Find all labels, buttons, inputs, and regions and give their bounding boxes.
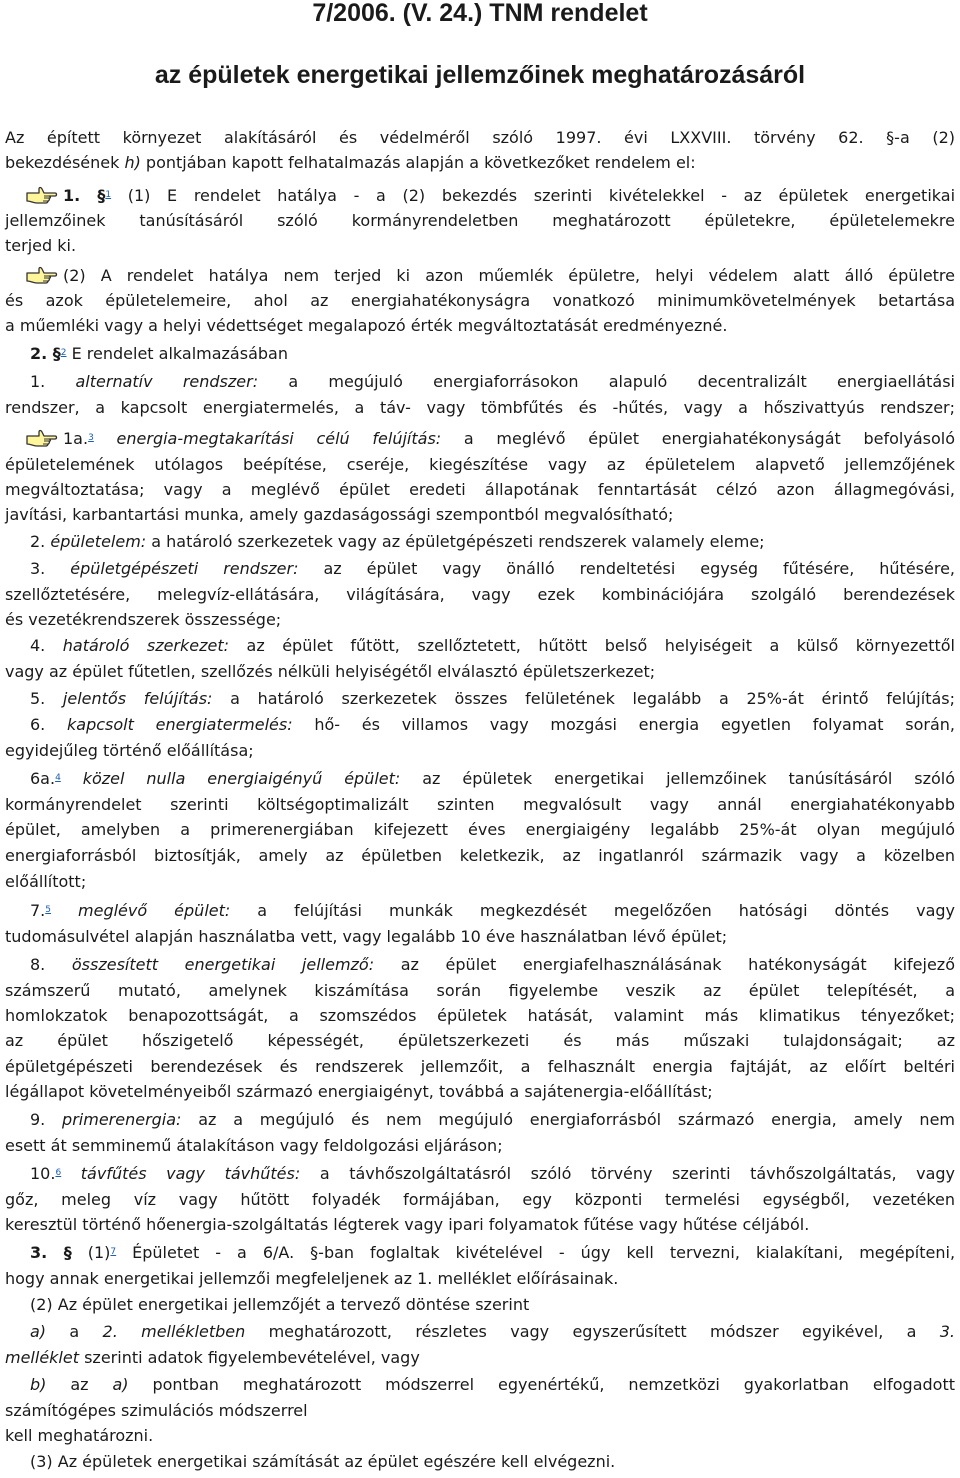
section-1-par-2-line-1: (2) A rendelet hatálya nem terjed ki azon műemlék épületre, helyi védelem alatt álló épületre bbox=[5, 264, 955, 288]
definition-6a-cont-3: energiaforrásból biztosítják, amely az épületben keletkezik, az ingatlanról származik vagy a közelben bbox=[5, 846, 955, 865]
definition-3-cont-1: szellőztetésére, melegvíz-ellátására, világítására, vagy ezek kombinációjára szolgáló berendezések bbox=[5, 585, 955, 604]
section-1-line-1: 1. §$^1$ (1) E rendelet hatálya - a (2) bekezdés szerinti kivételekkel - az épületek energetikai bbox=[5, 184, 955, 208]
intro-line-1: Az épített környezet alakításáról és védelméről szóló 1997. évi LXXVIII. törvény 62. §-a (2) bbox=[5, 128, 955, 147]
definition-6a-cont-4: előállított; bbox=[5, 872, 87, 891]
section-3-line-2: hogy annak energetikai jellemzői megfeleljenek az 1. melléklet előírásainak. bbox=[5, 1269, 619, 1288]
definition-1a: 1a.$^3$ energia-megtakarítási célú felújítás: a meglévő épület energiahatékonyságát befolyásoló bbox=[5, 427, 955, 451]
definition-8-cont-3: az épület hőszigetelő képességét, épületszerkezeti és más műszaki tulajdonságait; az bbox=[5, 1031, 955, 1050]
definition-6: 6. kapcsolt energiatermelés: hő- és villamos vagy mozgási energia egyetlen folyamat során, bbox=[30, 715, 956, 734]
definition-1a-cont-1: épületelemének utólagos beépítése, cseréje, kiegészítése vagy az épületelem alapvető jellemzőjének bbox=[5, 455, 955, 474]
footnote-link-3[interactable]: 3 bbox=[88, 433, 94, 443]
definition-3: 3. épületgépészeti rendszer: az épület vagy önálló rendeltetési egység fűtésére, hűtésére, bbox=[30, 559, 955, 578]
definition-8-cont-4: épületgépészeti berendezések és rendszerek jellemzőit, a felhasznált energia fajtáját, az előírt beltéri bbox=[5, 1057, 955, 1076]
definition-4-cont: vagy az épület fűtetlen, szellőzés nélküli helyiségétől elválasztó épületszerkezet; bbox=[5, 662, 656, 681]
section-3-point-a: a) a 2. mellékletben meghatározott, részletes vagy egyszerűsített módszer egyikével, a 3. bbox=[30, 1322, 956, 1341]
definition-7-cont: tudomásulvétel alapján használatba vett, vagy legalább 10 éve használatban lévő épület; bbox=[5, 927, 728, 946]
definition-8-cont-5: légállapot követelményeiből származó energiaigényt, továbbá a sajátenergia-előállítást; bbox=[5, 1082, 713, 1101]
definition-3-cont-2: és vezetékrendszerek összessége; bbox=[5, 610, 282, 629]
section-3-point-b: b) az a) pontban meghatározott módszerrel egyenértékű, nemzetközi gyakorlatban elfogadott bbox=[30, 1375, 955, 1394]
section-2-number: 2. § bbox=[30, 344, 61, 363]
section-3-par-2: (2) Az épület energetikai jellemzőjét a tervező döntése szerint bbox=[30, 1295, 530, 1314]
definition-10-cont-1: gőz, meleg víz vagy hűtött folyadék formájában, egy központi termelési egységből, vezetéken bbox=[5, 1190, 955, 1209]
document-subtitle: az épületek energetikai jellemzőinek meghatározásáról bbox=[154, 61, 806, 89]
pointing-hand-icon[interactable] bbox=[25, 427, 59, 447]
definition-9: 9. primerenergia: az a megújuló és nem megújuló energiaforrásból származó energia, amely nem bbox=[30, 1110, 955, 1129]
document-title: 7/2006. (V. 24.) TNM rendelet bbox=[312, 0, 648, 27]
pointing-hand-icon[interactable] bbox=[25, 184, 59, 204]
definition-4: 4. határoló szerkezet: az épület fűtött, szellőztetett, hűtött belső helyiségeit a külső környezettől bbox=[30, 636, 955, 655]
section-1-par-2-line-3: a műemléki vagy a helyi védettséget megalapozó érték megváltoztatását eredményezné. bbox=[5, 316, 728, 335]
definition-8: 8. összesített energetikai jellemző: az épület energiafelhasználásának hatékonyságát kifejező bbox=[30, 955, 955, 974]
definition-8-cont-2: homlokzatok benapozottságát, a szomszédos épületek hatását, valamint más klimatikus tényezőket; bbox=[5, 1006, 955, 1025]
section-3-par-3: (3) Az épületek energetikai számítását az épület egészére kell elvégezni. bbox=[30, 1452, 616, 1471]
definition-5: 5. jelentős felújítás: a határoló szerkezetek összes felületének legalább a 25%-át érintő felújítás; bbox=[30, 689, 955, 708]
definition-8-cont-1: számszerű mutató, amelynek kiszámítása során figyelembe veszik az épület telepítését, a bbox=[5, 981, 955, 1000]
section-2-heading: 2. §$^2$ E rendelet alkalmazásában bbox=[30, 344, 288, 363]
definition-1: 1. alternatív rendszer: a megújuló energiaforrásokon alapuló decentralizált energiaellátási bbox=[30, 372, 955, 391]
section-3-number: 3. § bbox=[30, 1243, 72, 1262]
definition-10: 10.$^6$ távfűtés vagy távhűtés: a távhőszolgáltatásról szóló törvény szerinti távhőszolgáltatás, vagy bbox=[30, 1164, 955, 1183]
definition-1a-cont-3: javítási, karbantartási munka, amely gazdaságossági szempontból megvalósítható; bbox=[5, 505, 674, 524]
footnote-link-5[interactable]: 5 bbox=[45, 905, 51, 915]
section-1-line-2: jellemzőinek tanúsításáról szóló kormányrendeletben meghatározott épületekre, épületelemekre bbox=[5, 211, 955, 230]
definition-1a-cont-2: megváltoztatása; vagy a meglévő épület eredeti állapotának fenntartását célzó azon állagmegóvási, bbox=[5, 480, 955, 499]
definition-2: 2. épületelem: a határoló szerkezetek vagy az épületgépészeti rendszerek valamely eleme; bbox=[30, 532, 765, 551]
definition-6a: 6a.$^4$ közel nulla energiaigényű épület: az épületek energetikai jellemzőinek tanúsításáról szóló bbox=[30, 769, 955, 788]
section-3-point-b-cont-1: számítógépes szimulációs módszerrel bbox=[5, 1401, 308, 1420]
pointing-hand-icon[interactable] bbox=[25, 264, 59, 284]
definition-1-cont: rendszer, a kapcsolt energiatermelés, a táv- vagy tömbfűtés és -hűtés, vagy a hőszivattyús rendszer; bbox=[5, 398, 955, 417]
definition-7: 7.$^5$ meglévő épület: a felújítási munkák megkezdését megelőzően hatósági döntés vagy bbox=[30, 901, 955, 920]
footnote-link-6[interactable]: 6 bbox=[55, 1168, 62, 1178]
section-3-point-b-cont-2: kell meghatározni. bbox=[5, 1426, 154, 1445]
footnote-link-4[interactable]: 4 bbox=[55, 773, 61, 783]
definition-9-cont: esett át semminemű átalakításon vagy feldolgozási eljáráson; bbox=[5, 1136, 503, 1155]
section-3-point-a-cont: melléklet szerinti adatok figyelembevételével, vagy bbox=[5, 1348, 420, 1367]
section-1-line-3: terjed ki. bbox=[5, 236, 77, 255]
section-1-number: 1. § bbox=[63, 186, 106, 205]
intro-line-2: bekezdésének h) pontjában kapott felhatalmazás alapján a következőket rendelem el: bbox=[5, 153, 696, 172]
definition-6a-cont-1: kormányrendelet szerinti költségoptimalizált szinten megvalósult vagy annál energiahatékonyabb bbox=[5, 795, 955, 814]
footnote-link-1[interactable]: 1 bbox=[105, 190, 112, 200]
section-1-par-2-line-2: és azok épületelemeire, ahol az energiahatékonyságra vonatkozó minimumkövetelmények betartása bbox=[5, 291, 955, 310]
footnote-link-2[interactable]: 2 bbox=[60, 348, 67, 358]
definition-6-cont: egyidejűleg történő előállítása; bbox=[5, 741, 254, 760]
definition-10-cont-2: keresztül történő hőenergia-szolgáltatás légterek vagy ipari folyamatok fűtése vagy hűtése céljából. bbox=[5, 1215, 810, 1234]
definition-6a-cont-2: épület, amelyben a primerenergiában kifejezett éves energiaigény legalább 25%-át olyan megújuló bbox=[5, 820, 955, 839]
section-3-line-1: 3. § (1)$^7$ Épületet - a 6/A. §-ban foglaltak kivételével - úgy kell tervezni, kialakítani, megépíteni, bbox=[5, 1241, 955, 1265]
footnote-link-7[interactable]: 7 bbox=[110, 1247, 117, 1257]
